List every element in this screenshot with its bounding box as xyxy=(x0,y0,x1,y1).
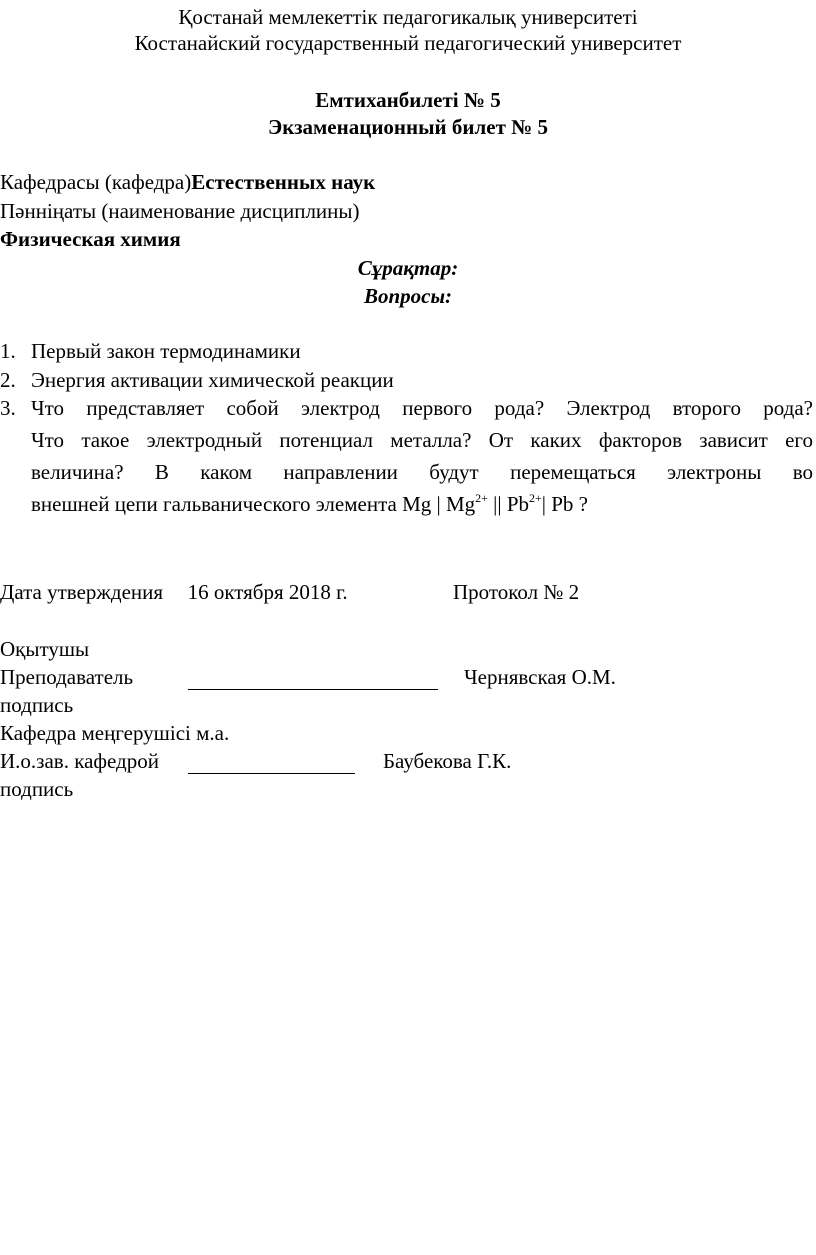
question-line-formula xyxy=(31,488,813,520)
question-text xyxy=(31,392,813,520)
question-number: 3. xyxy=(0,396,16,420)
question-text: Энергия активации химической реакции xyxy=(31,368,394,392)
discipline-label: Пәнніңаты (наименование дисциплины) xyxy=(0,199,360,223)
formula-mid: || Pb xyxy=(487,492,530,516)
signature-caption-1: подпись xyxy=(0,693,74,717)
ticket-title-kz: Емтиханбилеті № 5 xyxy=(315,88,501,112)
protocol-number: Протокол № 2 xyxy=(453,580,580,604)
signature-caption-2: подпись xyxy=(0,777,74,801)
approval-line xyxy=(0,580,348,604)
question-line: величина? В каком направлении будут перемещаться электроны во xyxy=(31,460,813,484)
questions-heading-ru: Вопросы: xyxy=(363,284,453,308)
head-name: Баубекова Г.К. xyxy=(383,749,512,773)
teacher-label-ru: Преподаватель xyxy=(0,665,134,689)
university-name-kz: Қостанай мемлекеттік педагогикалық университеті xyxy=(178,5,638,29)
university-name-ru: Костанайский государственный педагогический университет xyxy=(134,31,682,55)
question-line: Что такое электродный потенциал металла? От каких факторов зависит его xyxy=(31,428,813,452)
head-label-ru: И.о.зав. кафедрой xyxy=(0,749,159,773)
formula-prefix: внешней цепи гальванического элемента Mg | Mg xyxy=(31,492,476,516)
questions-heading-kz: Сұрақтар: xyxy=(357,256,459,280)
department-value: Естественных наук xyxy=(191,170,376,194)
head-signature-line xyxy=(188,750,355,774)
head-label-kz: Кафедра меңгерушісі м.а. xyxy=(0,721,230,745)
teacher-name: Чернявская О.М. xyxy=(464,665,616,689)
approval-date-label: Дата утверждения xyxy=(0,580,164,604)
teacher-label-kz: Оқытушы xyxy=(0,637,90,661)
department-label: Кафедрасы (кафедра) xyxy=(0,170,192,194)
charge-superscript: 2+ xyxy=(529,491,542,505)
ticket-title-ru: Экзаменационный билет № 5 xyxy=(268,115,548,139)
charge-superscript: 2+ xyxy=(475,491,488,505)
discipline-value: Физическая химия xyxy=(0,227,181,251)
question-text: Первый закон термодинамики xyxy=(31,339,301,363)
question-number: 1. xyxy=(0,339,16,363)
teacher-signature-line xyxy=(188,666,438,690)
question-line: Что представляет собой электрод первого рода? Электрод второго рода? xyxy=(31,396,813,420)
approval-date-value: 16 октября 2018 г. xyxy=(187,580,348,604)
question-number: 2. xyxy=(0,368,16,392)
formula-suffix: | Pb ? xyxy=(541,492,589,516)
department-line xyxy=(0,170,375,194)
